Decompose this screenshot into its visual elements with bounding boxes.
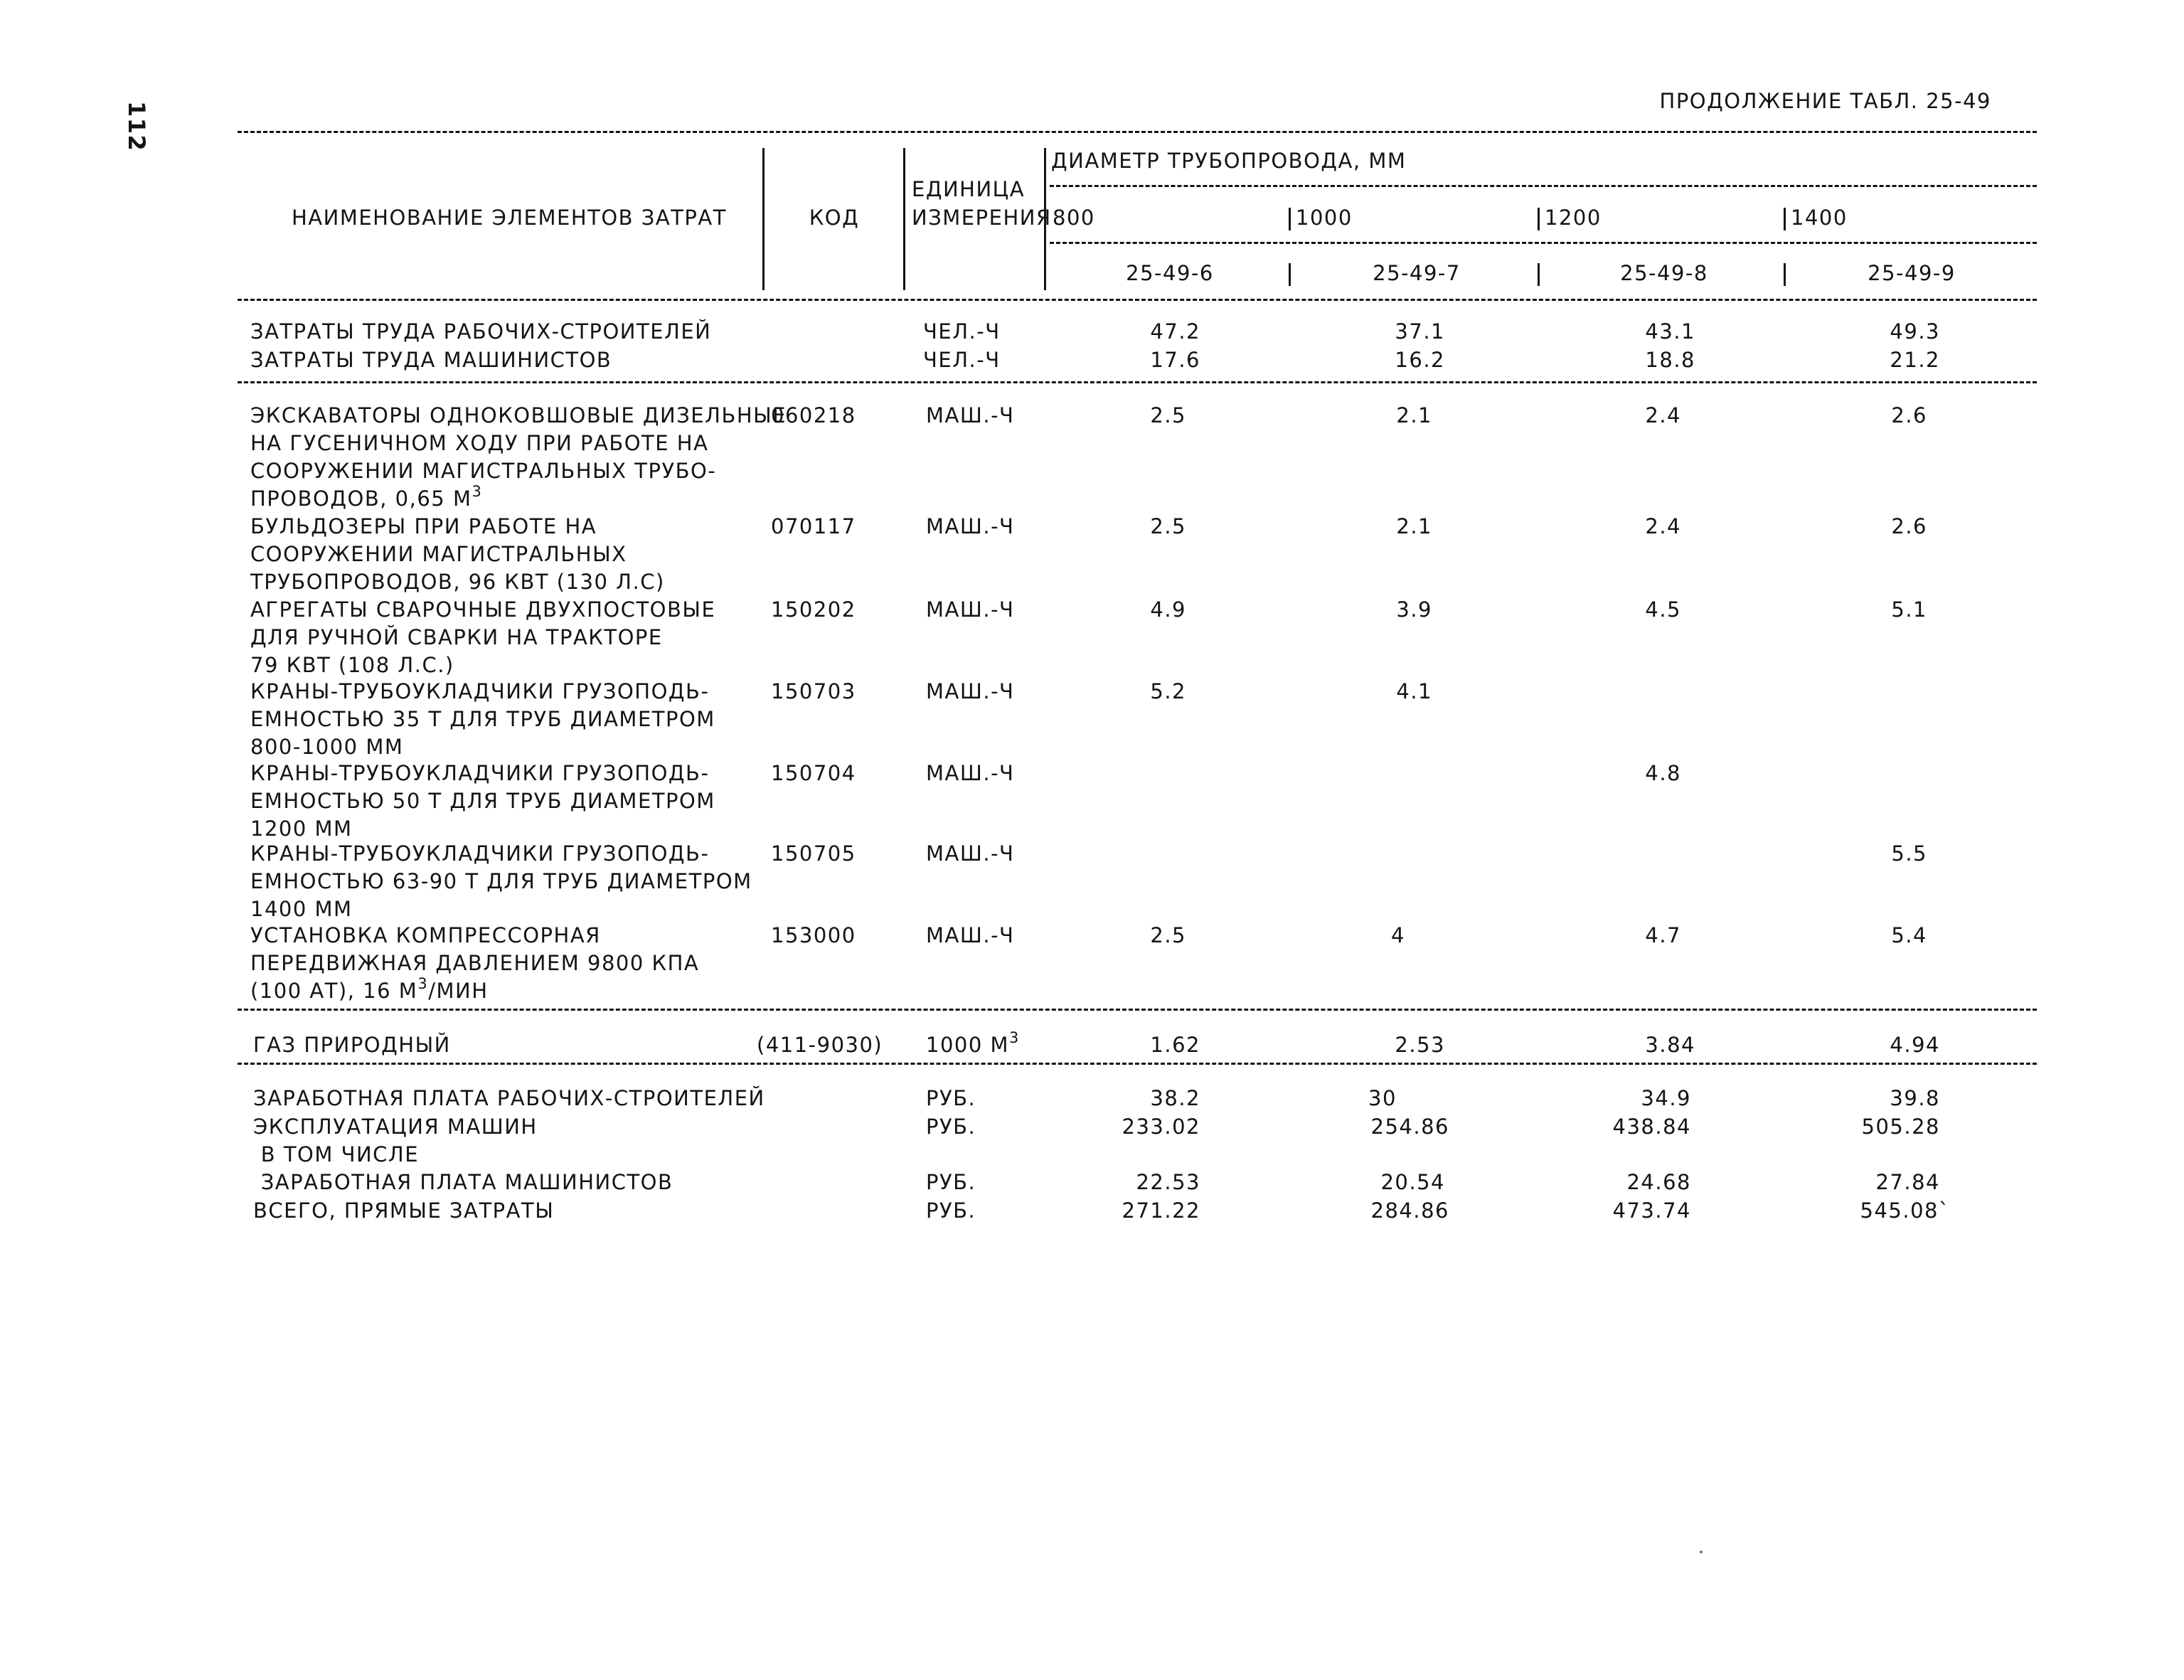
value-1000: 30 (1368, 1086, 1397, 1110)
row-name-line: БУЛЬДОЗЕРЫ ПРИ РАБОТЕ НА (250, 514, 597, 538)
row-unit: МАШ.-Ч (926, 923, 1015, 947)
row-unit: ЧЕЛ.-Ч (923, 348, 1001, 372)
value-1200: 18.8 (1645, 348, 1695, 372)
header-rule-1 (1050, 185, 2037, 187)
value-1400: 2.6 (1891, 514, 1927, 538)
value-1400: 5.1 (1891, 597, 1927, 622)
row-unit: 1000 $М^3$ (926, 1029, 1020, 1057)
value-800: 271.22 (1122, 1198, 1200, 1223)
row-name: ГАЗ ПРИРОДНЫЙ (253, 1033, 451, 1057)
row-code: 060218 (771, 403, 856, 427)
header-divider-n1 (1289, 263, 1291, 286)
row-code: 150705 (771, 841, 856, 866)
row-name-line: УСТАНОВКА КОМПРЕССОРНАЯ (250, 923, 601, 947)
machine-bottom-rule (238, 1009, 2037, 1011)
row-unit: МАШ.-Ч (926, 679, 1015, 703)
row-name-line: КРАНЫ-ТРУБОУКЛАДЧИКИ ГРУЗОПОДЬ- (250, 761, 710, 785)
value-1400: 49.3 (1890, 319, 1940, 344)
header-diameter-1400: 1400 (1791, 206, 1848, 230)
value-1200: 4.5 (1645, 597, 1681, 622)
value-1000: 2.1 (1396, 514, 1432, 538)
value-1000: 37.1 (1395, 319, 1445, 344)
gas-bottom-rule (238, 1063, 2037, 1065)
value-800: 233.02 (1122, 1115, 1200, 1139)
header-norm-25-49-9: 25-49-9 (1868, 261, 1956, 285)
value-1200: 34.9 (1641, 1086, 1691, 1110)
row-name-line: ЕМНОСТЬЮ 63-90 Т ДЛЯ ТРУБ ДИАМЕТРОМ (250, 869, 752, 893)
value-1200: 4.7 (1645, 923, 1681, 947)
row-name: ВСЕГО, ПРЯМЫЕ ЗАТРАТЫ (253, 1198, 555, 1223)
row-code: (411-9030) (757, 1033, 883, 1057)
value-1200: 4.8 (1645, 761, 1681, 785)
continuation-title: ПРОДОЛЖЕНИЕ ТАБЛ. 25-49 (1659, 89, 1991, 113)
header-code-col: КОД (809, 206, 860, 230)
header-divider-d2 (1538, 208, 1540, 230)
row-code: 150703 (771, 679, 856, 703)
value-1000: 254.86 (1370, 1115, 1449, 1139)
row-name-line: (100 АТ), 16 $М^3$/МИН (250, 975, 489, 1003)
header-divider-code (903, 148, 905, 290)
page-number: 112 (123, 101, 150, 152)
value-1200: 24.68 (1626, 1170, 1691, 1194)
row-unit: РУБ. (926, 1170, 976, 1194)
header-divider-name (762, 148, 765, 290)
value-800: 4.9 (1150, 597, 1186, 622)
value-1400: 5.4 (1891, 923, 1927, 947)
header-divider-d1 (1289, 208, 1291, 230)
value-1200: 473.74 (1612, 1198, 1691, 1223)
value-800: 5.2 (1150, 679, 1186, 703)
value-1000: 2.53 (1395, 1033, 1445, 1057)
row-name: В ТОМ ЧИСЛЕ (253, 1142, 420, 1166)
row-name: ЗАРАБОТНАЯ ПЛАТА МАШИНИСТОВ (253, 1170, 673, 1194)
labor-bottom-rule (238, 381, 2037, 383)
row-name-line: ЕМНОСТЬЮ 50 Т ДЛЯ ТРУБ ДИАМЕТРОМ (250, 789, 715, 813)
value-800: 38.2 (1150, 1086, 1200, 1110)
scan-speck (1700, 1551, 1703, 1553)
header-norm-25-49-8: 25-49-8 (1620, 261, 1708, 285)
header-unit-col-line1: ЕДИНИЦА (912, 177, 1026, 201)
value-800: 22.53 (1136, 1170, 1200, 1194)
header-bottom-rule (238, 299, 2037, 301)
row-unit: РУБ. (926, 1115, 976, 1139)
value-1200: 2.4 (1645, 514, 1681, 538)
value-800: 2.5 (1150, 514, 1186, 538)
header-unit-col-line2: ИЗМЕРЕНИЯ (912, 206, 1052, 230)
row-name: ЗАТРАТЫ ТРУДА РАБОЧИХ-СТРОИТЕЛЕЙ (250, 319, 712, 344)
value-1200: 43.1 (1645, 319, 1695, 344)
header-norm-25-49-7: 25-49-7 (1373, 261, 1461, 285)
header-norm-25-49-6: 25-49-6 (1126, 261, 1214, 285)
value-1400: 21.2 (1890, 348, 1940, 372)
header-diameter-800: 800 (1053, 206, 1095, 230)
row-name-line: ТРУБОПРОВОДОВ, 96 КВТ (130 Л.С) (250, 570, 665, 594)
value-1000: 284.86 (1370, 1198, 1449, 1223)
row-code: 153000 (771, 923, 856, 947)
row-code: 070117 (771, 514, 856, 538)
row-name-line: 1200 ММ (250, 817, 353, 841)
value-1400: 39.8 (1890, 1086, 1940, 1110)
row-name-line: СООРУЖЕНИИ МАГИСТРАЛЬНЫХ ТРУБО- (250, 459, 717, 483)
row-name: ЗАТРАТЫ ТРУДА МАШИНИСТОВ (250, 348, 612, 372)
header-rule-2 (1050, 242, 2037, 244)
value-1000: 16.2 (1395, 348, 1445, 372)
row-name-line: ПЕРЕДВИЖНАЯ ДАВЛЕНИЕМ 9800 КПА (250, 951, 700, 975)
row-unit: МАШ.-Ч (926, 403, 1015, 427)
row-code: 150704 (771, 761, 856, 785)
top-rule (238, 131, 2037, 133)
value-1200: 3.84 (1645, 1033, 1695, 1057)
value-1000: 3.9 (1396, 597, 1432, 622)
header-divider-n2 (1538, 263, 1540, 286)
value-1000: 4.1 (1396, 679, 1432, 703)
row-name-line: ДЛЯ РУЧНОЙ СВАРКИ НА ТРАКТОРЕ (250, 625, 663, 649)
value-800: 47.2 (1150, 319, 1200, 344)
row-unit: РУБ. (926, 1198, 976, 1223)
value-800: 2.5 (1150, 403, 1186, 427)
header-diameter-1000: 1000 (1296, 206, 1353, 230)
header-diameter-1200: 1200 (1545, 206, 1602, 230)
row-name-line: СООРУЖЕНИИ МАГИСТРАЛЬНЫХ (250, 542, 627, 566)
header-name-col: НАИМЕНОВАНИЕ ЭЛЕМЕНТОВ ЗАТРАТ (292, 206, 727, 230)
row-name-line: 1400 ММ (250, 897, 353, 921)
row-unit: МАШ.-Ч (926, 514, 1015, 538)
row-name-line: КРАНЫ-ТРУБОУКЛАДЧИКИ ГРУЗОПОДЬ- (250, 841, 710, 866)
header-divider-d3 (1784, 208, 1786, 230)
value-1400: 5.5 (1891, 841, 1927, 866)
row-code: 150202 (771, 597, 856, 622)
row-unit: ЧЕЛ.-Ч (923, 319, 1001, 344)
value-1400: 2.6 (1891, 403, 1927, 427)
row-name-line: ПРОВОДОВ, 0,65 $М^3$ (250, 483, 483, 511)
row-unit: МАШ.-Ч (926, 761, 1015, 785)
row-name-line: НА ГУСЕНИЧНОМ ХОДУ ПРИ РАБОТЕ НА (250, 431, 709, 455)
row-unit: РУБ. (926, 1086, 976, 1110)
value-1200: 2.4 (1645, 403, 1681, 427)
header-divider-n3 (1784, 263, 1786, 286)
value-1400: 545.08` (1860, 1198, 1950, 1223)
row-unit: МАШ.-Ч (926, 841, 1015, 866)
value-1200: 438.84 (1612, 1115, 1691, 1139)
row-name: ЗАРАБОТНАЯ ПЛАТА РАБОЧИХ-СТРОИТЕЛЕЙ (253, 1086, 765, 1110)
value-1400: 505.28 (1861, 1115, 1940, 1139)
row-name: ЭКСПЛУАТАЦИЯ МАШИН (253, 1115, 538, 1139)
row-name-line: 800-1000 ММ (250, 735, 404, 759)
row-name-line: ЕМНОСТЬЮ 35 Т ДЛЯ ТРУБ ДИАМЕТРОМ (250, 707, 715, 731)
header-diameter-title: ДИАМЕТР ТРУБОПРОВОДА, ММ (1051, 149, 1407, 173)
value-1400: 27.84 (1875, 1170, 1940, 1194)
value-1400: 4.94 (1890, 1033, 1940, 1057)
row-name-line: ЭКСКАВАТОРЫ ОДНОКОВШОВЫЕ ДИЗЕЛЬНЫЕ (250, 403, 787, 427)
value-800: 17.6 (1150, 348, 1200, 372)
row-name-line: АГРЕГАТЫ СВАРОЧНЫЕ ДВУХПОСТОВЫЕ (250, 597, 716, 622)
value-1000: 20.54 (1380, 1170, 1445, 1194)
value-800: 1.62 (1150, 1033, 1200, 1057)
value-800: 2.5 (1150, 923, 1186, 947)
row-name-line: КРАНЫ-ТРУБОУКЛАДЧИКИ ГРУЗОПОДЬ- (250, 679, 710, 703)
value-1000: 4 (1391, 923, 1405, 947)
value-1000: 2.1 (1396, 403, 1432, 427)
row-unit: МАШ.-Ч (926, 597, 1015, 622)
row-name-line: 79 КВТ (108 Л.С.) (250, 653, 454, 677)
